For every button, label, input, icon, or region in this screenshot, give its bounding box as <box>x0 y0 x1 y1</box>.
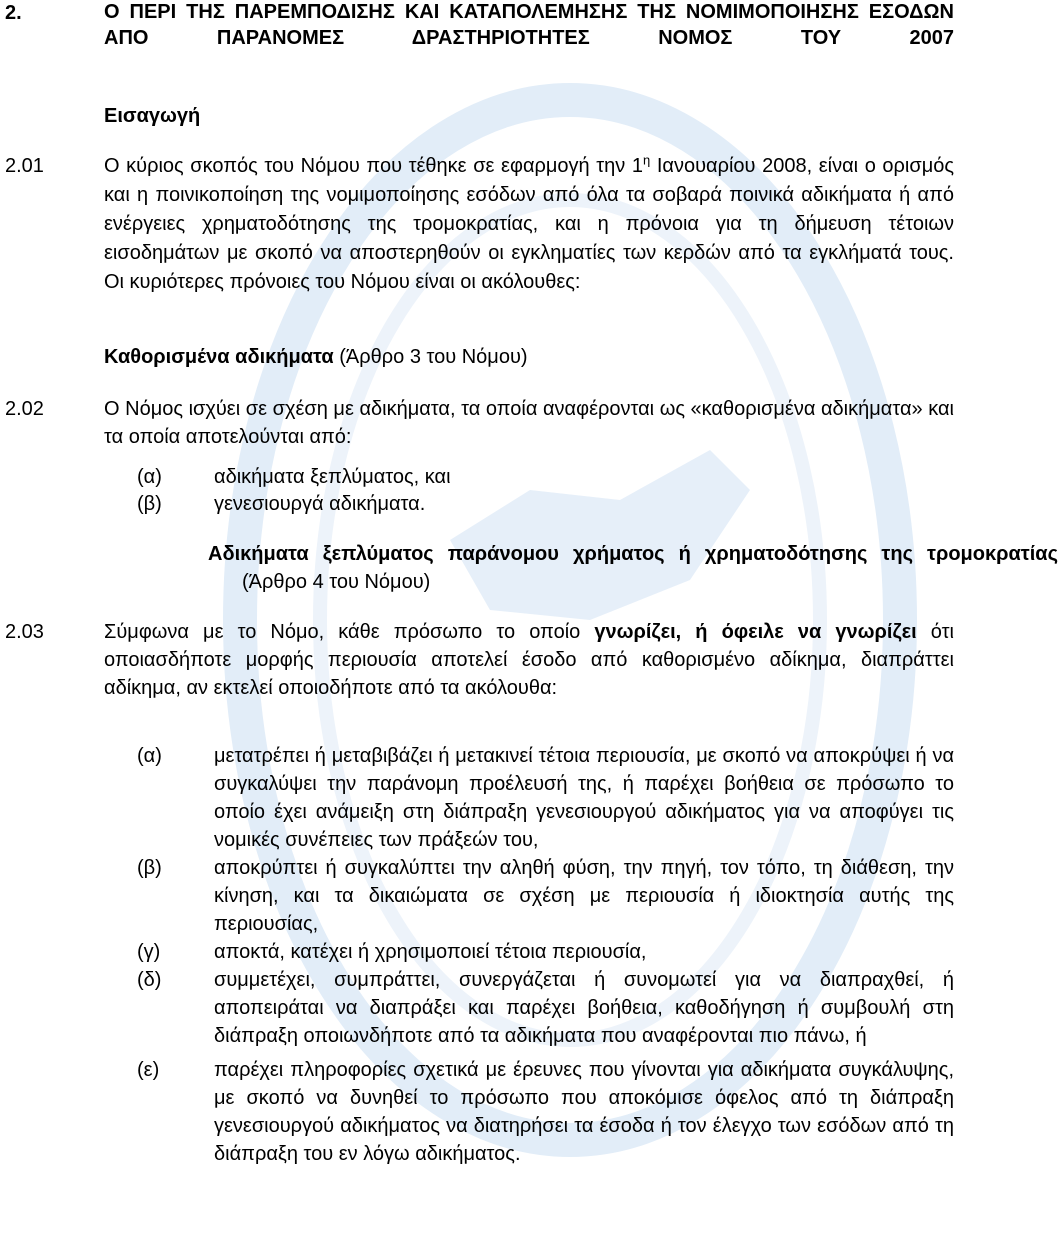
text-run: Σύμφωνα με το Νόμο, κάθε πρόσωπο το οποίο <box>104 621 595 643</box>
list-item <box>0 854 960 938</box>
intro-heading: Εισαγωγή <box>104 105 201 127</box>
paragraph-2-01 <box>0 152 960 297</box>
list-label: (γ) <box>137 941 161 963</box>
list-label: (β) <box>137 493 162 515</box>
paragraph-number: 2.02 <box>5 398 44 420</box>
list-text: γενεσιουργά αδικήματα. <box>214 493 426 515</box>
list-text: μετατρέπει ή μεταβιβάζει ή μετακινεί τέτοια περιουσία, με σκοπό να αποκρύψει ή να συγκαλύψει την παράνομη προέλευσή της, ή παρέχει βοήθεια σε πρόσωπο το οποίο έχει ανάμειξη στη διάπραξη γενεσιουργού αδικήματος για να αποφύγει τις νομικές συνέπειες των πράξεών του, <box>214 745 954 851</box>
list-label: (α) <box>137 466 162 488</box>
subheading-defined-offences <box>104 343 528 371</box>
text-run: Ο κύριος σκοπός του Νόμου που τέθηκε σε εφαρμογή την 1 <box>104 155 644 177</box>
paragraph-2-02 <box>0 395 960 451</box>
subheading-bold: Καθορισμένα αδικήματα <box>104 346 334 368</box>
text-run-bold: γνωρίζει, ή όφειλε να γνωρίζει <box>594 621 917 643</box>
superscript: η <box>643 152 651 168</box>
list-text: παρέχει πληροφορίες σχετικά με έρευνες που γίνονται για αδικήματα συγκάλυψης, με σκοπό να δυνηθεί το πρόσωπο που αποκόμισε όφελος από τη διάπραξη γενεσιουργού αδικήματος να διατηρήσει τα έσοδα ή τον έλεγχο των εσόδων από τη διάπραξη του εν λόγω αδικήματος. <box>214 1059 954 1165</box>
list-label: (α) <box>137 745 162 767</box>
subheading-article: (Άρθρο 4 του Νόμου) <box>242 571 431 593</box>
list-text: συμμετέχει, συμπράττει, συνεργάζεται ή συνομωτεί για να διαπραχθεί, ή αποπειράται να διαπράξει και παρέχει βοήθεια, καθοδήγηση ή συμβουλή στη διάπραξη οποιωνδήποτε από τα αδικήματα που αναφέρονται πιο πάνω, ή <box>214 969 954 1047</box>
paragraph-text: Ο Νόμος ισχύει σε σχέση με αδικήματα, τα οποία αναφέρονται ως «καθορισμένα αδικήματα» και τα οποία αποτελούνται από: <box>104 398 954 448</box>
list-label: (β) <box>137 857 162 879</box>
section-title: Ο ΠΕΡΙ ΤΗΣ ΠΑΡΕΜΠΟΔΙΣΗΣ ΚΑΙ ΚΑΤΑΠΟΛΕΜΗΣΗΣ ΤΗΣ ΝΟΜΙΜΟΠΟΙΗΣΗΣ ΕΣΟΔΩΝ ΑΠΟ ΠΑΡΑΝΟΜΕΣ ΔΡΑΣΤΗΡΙΟΤΗΤΕΣ ΝΟΜΟΣ ΤΟΥ 2007 <box>104 1 954 49</box>
section-heading <box>0 0 960 51</box>
list-text: αποκρύπτει ή συγκαλύπτει την αληθή φύση, την πηγή, τον τόπο, τη διάθεση, την κίνηση, και τα δικαιώματα σε σχέση με περιουσία ή ιδιοκτησία αυτής της περιουσίας, <box>214 857 954 935</box>
subheading-bold: Αδικήματα ξεπλύματος παράνομου χρήματος ή χρηματοδότησης της τρομοκρατίας <box>208 543 1058 565</box>
list-item <box>0 938 960 966</box>
paragraph-2-03 <box>0 618 960 702</box>
section-number: 2. <box>5 2 22 24</box>
list-text: αδικήματα ξεπλύματος, και <box>214 466 451 488</box>
paragraph-text <box>104 618 954 702</box>
subheading-article: (Άρθρο 3 του Νόμου) <box>333 346 528 368</box>
subheading-laundering-offences <box>208 540 1058 596</box>
list-item <box>0 742 960 854</box>
list-label: (ε) <box>137 1059 160 1081</box>
list-text: αποκτά, κατέχει ή χρησιμοποιεί τέτοια περιουσία, <box>214 941 647 963</box>
paragraph-number: 2.01 <box>5 155 44 177</box>
text-run: ότι οποιασδήποτε μορφής περιουσία αποτελεί έσοδο από καθορισμένο αδίκημα, διαπράττει αδίκημα, αν εκτελεί οποιοδήποτε από τα ακόλουθα: <box>104 621 954 699</box>
offence-list <box>0 742 960 1168</box>
list-item <box>0 1056 960 1168</box>
list-item <box>0 966 960 1050</box>
paragraph-text <box>104 152 954 297</box>
paragraph-number: 2.03 <box>5 621 44 643</box>
list-label: (δ) <box>137 969 162 991</box>
text-run: Ιανουαρίου 2008, είναι ο ορισμός και η ποινικοποίηση της νομιμοποίησης εσόδων από όλα τα σοβαρά ποινικά αδικήματα ή από ενέργειες χρηματοδότησης της τρομοκρατίας, και η πρόνοια για τη δήμευση τέτοιων εισοδημάτων με σκοπό να αποστερηθούν οι εγκληματίες των κερδών από τα εγκλήματά τους. Οι κυριότερες πρόνοιες του Νόμου είναι οι ακόλουθες: <box>104 155 955 293</box>
